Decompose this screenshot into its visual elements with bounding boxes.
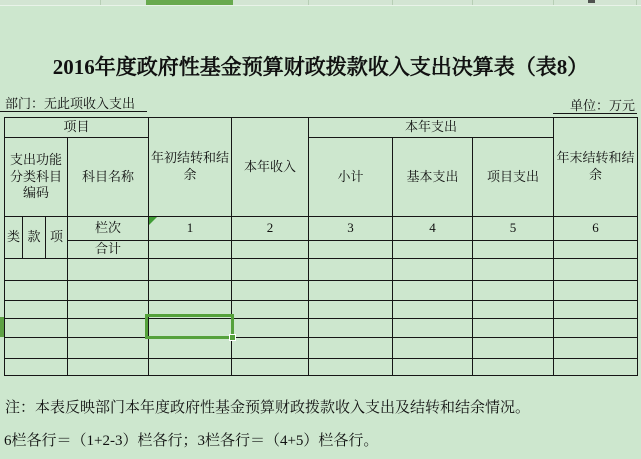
header-project-group[interactable]: 项目	[5, 118, 149, 138]
lane-number-cell[interactable]: 2	[232, 217, 309, 241]
body-cell[interactable]	[473, 259, 554, 281]
body-cell[interactable]	[68, 359, 149, 376]
body-cell[interactable]	[5, 319, 68, 338]
body-cell[interactable]	[554, 338, 638, 359]
body-cell[interactable]	[232, 359, 309, 376]
body-cell[interactable]	[232, 338, 309, 359]
total-value-cell[interactable]	[309, 241, 393, 259]
lane-number-cell[interactable]: 6	[554, 217, 638, 241]
body-cell[interactable]	[309, 359, 393, 376]
body-cell[interactable]	[554, 259, 638, 281]
header-code-item[interactable]: 项	[46, 217, 68, 259]
body-cell[interactable]	[68, 259, 149, 281]
sheet-title[interactable]: 2016年度政府性基金预算财政拨款收入支出决算表（表8）	[52, 55, 589, 79]
header-basic-expense[interactable]: 基本支出	[393, 138, 473, 217]
lane-number-cell[interactable]: 4	[393, 217, 473, 241]
body-cell[interactable]	[68, 301, 149, 319]
body-cell[interactable]	[149, 359, 232, 376]
body-cell[interactable]	[473, 301, 554, 319]
body-cell[interactable]	[473, 281, 554, 301]
department-label[interactable]: 部门：无此项收入支出	[0, 96, 147, 112]
lane-number-cell[interactable]: 1	[149, 217, 232, 241]
header-func-code[interactable]: 支出功能分类科目编码	[5, 138, 68, 217]
header-year-expense-group[interactable]: 本年支出	[309, 118, 554, 138]
partial-row-above	[0, 0, 641, 6]
body-cell[interactable]	[232, 319, 309, 338]
body-cell[interactable]	[5, 281, 68, 301]
total-value-cell[interactable]	[149, 241, 232, 259]
total-value-cell[interactable]	[393, 241, 473, 259]
body-cell[interactable]	[393, 281, 473, 301]
body-cell[interactable]	[473, 359, 554, 376]
body-cell[interactable]	[554, 359, 638, 376]
cell-selection-border[interactable]	[145, 314, 234, 339]
body-cell[interactable]	[309, 338, 393, 359]
header-project-expense[interactable]: 项目支出	[473, 138, 554, 217]
body-cell[interactable]	[149, 281, 232, 301]
lane-label-cell[interactable]: 栏次	[68, 217, 149, 241]
body-cell[interactable]	[5, 359, 68, 376]
body-cell[interactable]	[393, 319, 473, 338]
body-cell[interactable]	[5, 301, 68, 319]
formula-note[interactable]: 6栏各行＝（1+2-3）栏各行；3栏各行＝（4+5）栏各行。	[4, 433, 379, 449]
total-label-cell[interactable]: 合计	[68, 241, 149, 259]
body-cell[interactable]	[393, 359, 473, 376]
body-cell[interactable]	[232, 301, 309, 319]
body-cell[interactable]	[554, 281, 638, 301]
body-cell[interactable]	[309, 301, 393, 319]
body-cell[interactable]	[473, 338, 554, 359]
body-cell[interactable]	[554, 319, 638, 338]
body-cell[interactable]	[5, 338, 68, 359]
body-cell[interactable]	[149, 338, 232, 359]
header-opening-balance[interactable]: 年初结转和结余	[149, 118, 232, 217]
body-cell[interactable]	[473, 319, 554, 338]
body-cell[interactable]	[393, 338, 473, 359]
body-cell[interactable]	[68, 338, 149, 359]
body-cell[interactable]	[393, 259, 473, 281]
header-code-section[interactable]: 款	[23, 217, 46, 259]
body-cell[interactable]	[5, 259, 68, 281]
body-cell[interactable]	[232, 259, 309, 281]
fill-handle[interactable]	[229, 334, 236, 341]
selected-column-highlight	[146, 0, 233, 5]
lane-number-cell[interactable]: 5	[473, 217, 554, 241]
unit-label[interactable]: 单位：万元	[553, 98, 637, 114]
total-value-cell[interactable]	[232, 241, 309, 259]
body-cell[interactable]	[68, 281, 149, 301]
body-cell[interactable]	[309, 281, 393, 301]
header-subtotal[interactable]: 小计	[309, 138, 393, 217]
table-note[interactable]: 注：本表反映部门本年度政府性基金预算财政拨款收入支出及结转和结余情况。	[5, 400, 531, 416]
decision-table	[4, 117, 638, 376]
body-cell[interactable]	[554, 301, 638, 319]
top-edge-artifact	[588, 0, 595, 3]
body-cell[interactable]	[232, 281, 309, 301]
header-code-class[interactable]: 类	[5, 217, 23, 259]
body-cell[interactable]	[309, 319, 393, 338]
header-subject-name[interactable]: 科目名称	[68, 138, 149, 217]
header-closing-balance[interactable]: 年末结转和结余	[554, 118, 638, 217]
lane-number-cell[interactable]: 3	[309, 217, 393, 241]
body-cell[interactable]	[393, 301, 473, 319]
total-value-cell[interactable]	[473, 241, 554, 259]
error-indicator-triangle	[149, 217, 157, 225]
body-cell[interactable]	[309, 259, 393, 281]
body-cell[interactable]	[149, 259, 232, 281]
body-cell[interactable]	[68, 319, 149, 338]
total-value-cell[interactable]	[554, 241, 638, 259]
header-year-income[interactable]: 本年收入	[232, 118, 309, 217]
